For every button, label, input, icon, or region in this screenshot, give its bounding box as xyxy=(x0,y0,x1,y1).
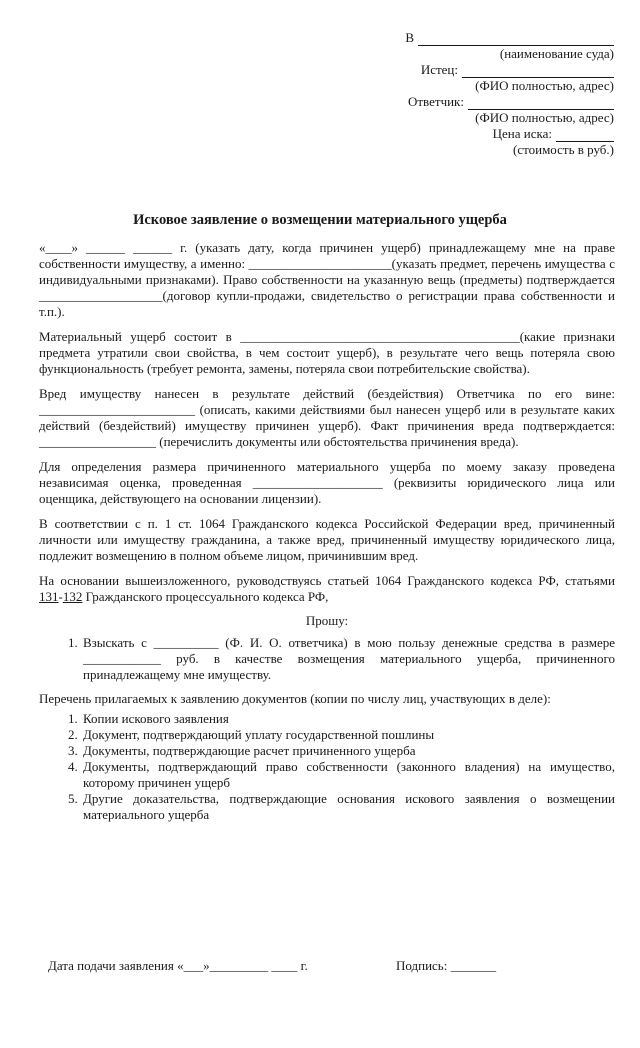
grounds-dash: - xyxy=(58,589,63,604)
attachments-heading: Перечень прилагаемых к заявлению документов (копии по числу лиц, участвующих в деле): xyxy=(39,691,551,706)
attachments-list xyxy=(39,711,615,823)
attachment-item: 1. Копии искового заявления xyxy=(81,711,615,727)
grounds-text-end: Гражданского процессуального кодекса РФ, xyxy=(82,589,329,604)
attachment-item: 5. Другие доказательства, подтверждающие основания искового заявления о возмещении материального ущерба xyxy=(81,791,615,823)
request-heading: Прошу: xyxy=(305,613,349,628)
request-item: 1. Взыскать с __________ (Ф. И. О. ответчика) в мою пользу денежные средства в размере ____________ руб. в качестве возмещения материального ущерба, причиненного принадлежащему мне имуществу. xyxy=(81,635,615,683)
paragraph-damage-date: «____» ______ ______ г. (указать дату, когда причинен ущерб) принадлежащему мне на праве собственности имуществу, а именно: ______________________(указать предмет, перечень имущества с индивидуальными признаками). Право собственности на указанную вещь (предметы) подтверждается ___________________(договор купли-продажи, свидетельство о регистрации права собственности и т.п.). xyxy=(39,240,615,319)
plaintiff-hint: (ФИО полностью, адрес) xyxy=(475,78,614,93)
document-body xyxy=(39,240,615,823)
article-131-link[interactable]: 131 xyxy=(39,589,59,604)
defendant-line xyxy=(468,96,614,110)
court-label: В xyxy=(405,30,414,45)
plaintiff-row xyxy=(384,62,614,78)
plaintiff-line xyxy=(462,64,614,78)
signature: Подпись: _______ xyxy=(396,958,497,973)
grounds-text: На основании вышеизложенного, руководствуясь статьей 1064 Гражданского кодекса РФ, статьями xyxy=(39,573,615,588)
claim-price-row xyxy=(384,126,614,142)
header-block xyxy=(384,30,614,158)
filing-date: Дата подачи заявления «___»_________ ____ г. xyxy=(48,958,308,973)
claim-price-label: Цена иска: xyxy=(492,126,552,141)
paragraph-assessment: Для определения размера причиненного материального ущерба по моему заказу проведена независимая оценка, проведенная ____________________ (реквизиты юридического лица или оценщика, действующего на основании лицензии). xyxy=(39,459,615,506)
claim-price-hint: (стоимость в руб.) xyxy=(513,142,614,157)
footer xyxy=(48,958,608,974)
request-list xyxy=(39,635,615,683)
paragraph-damage-description: Материальный ущерб состоит в ___________________________________________(какие признаки предмета утратили свои свойства, в чем состоит ущерб), в результате чего вещь потеряла свою функциональность (требует ремонта, замены, потеряла свои потребительские свойства). xyxy=(39,329,615,376)
paragraph-defendant-fault: Вред имуществу нанесен в результате действий (бездействия) Ответчика по его вине: ________________________ (описать, какими действиями был нанесен ущерб или в результате каких действий (бездействий) имуществу причинен ущерб). Факт причинения вреда подтверждается: __________________ (перечислить документы или обстоятельства причинения вреда). xyxy=(39,386,615,449)
plaintiff-label: Истец: xyxy=(420,62,458,77)
paragraph-grounds xyxy=(39,573,615,605)
attachment-item: 2. Документ, подтверждающий уплату государственной пошлины xyxy=(81,727,615,743)
defendant-row xyxy=(384,94,614,110)
article-132-link[interactable]: 132 xyxy=(62,589,83,604)
paragraph-legal-basis: В соответствии с п. 1 ст. 1064 Гражданского кодекса Российской Федерации вред, причиненный личности или имуществу гражданина, а также вред, причиненный имуществу юридического лица, подлежит возмещению в полном объеме лицом, причинившим вред. xyxy=(39,516,615,563)
claim-price-line xyxy=(556,128,614,142)
court-line xyxy=(418,32,614,46)
attachment-item: 4. Документы, подтверждающий право собственности (законного владения) на имущество, которому причинен ущерб xyxy=(81,759,615,791)
attachment-item: 3. Документы, подтверждающие расчет причиненного ущерба xyxy=(81,743,615,759)
defendant-label: Ответчик: xyxy=(407,94,464,109)
court-hint: (наименование суда) xyxy=(499,46,614,61)
defendant-hint: (ФИО полностью, адрес) xyxy=(475,110,614,125)
court-row xyxy=(384,30,614,46)
document-title: Исковое заявление о возмещении материального ущерба xyxy=(133,212,507,228)
